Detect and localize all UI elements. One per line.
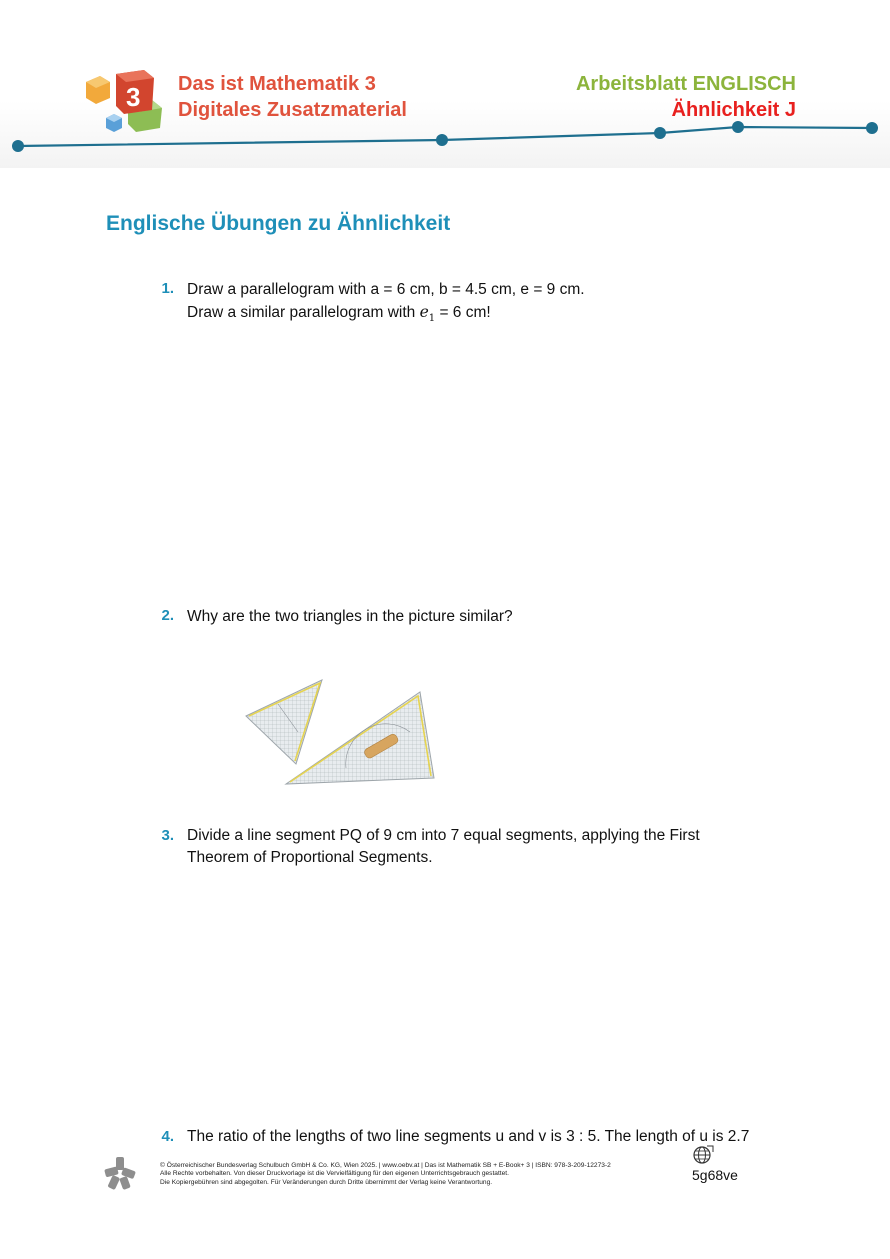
- task-3-text: [187, 825, 700, 869]
- timeline-dot: [732, 121, 744, 133]
- task-number: 3.: [161, 827, 174, 844]
- web-code[interactable]: 5g68ve: [692, 1167, 738, 1183]
- task-1-line2-suffix: = 6 cm!: [435, 304, 491, 321]
- task-1-line2-prefix: Draw a similar parallelogram with: [187, 304, 420, 321]
- task-number: 2.: [161, 607, 174, 624]
- product-subtitle: Digitales Zusatzmaterial: [178, 99, 407, 121]
- variable-e: e: [419, 303, 429, 321]
- timeline-dot: [436, 134, 448, 146]
- footer-copyright: [160, 1162, 611, 1187]
- timeline-dot: [866, 122, 878, 134]
- footer-line-3: Die Kopiergebühren sind abgegolten. Für Veränderungen durch Dritte übernimmt der Verlag keine Verantwortung.: [160, 1178, 493, 1186]
- publisher-logo-icon: [104, 1156, 136, 1190]
- footer-line-2: Alle Rechte vorbehalten. Von dieser Druckvorlage ist die Vervielfältigung für den eigenen Unterrichtsgebrauch gestattet.: [160, 1170, 509, 1178]
- task-4-text: The ratio of the lengths of two line segments u and v is 3 : 5. The length of u is 2.7: [187, 1128, 750, 1145]
- task-1-line2: [187, 301, 585, 330]
- small-triangle: [246, 680, 322, 764]
- product-title: Das ist Mathematik 3: [178, 73, 376, 95]
- logo-digit: 3: [126, 82, 141, 112]
- globe-link-icon[interactable]: [692, 1145, 714, 1165]
- section-title: Englische Übungen zu Ähnlichkeit: [106, 212, 451, 235]
- task-1-line1: Draw a parallelogram with a = 6 cm, b = 4.5 cm, e = 9 cm.: [187, 281, 585, 298]
- worksheet-type: Arbeitsblatt ENGLISCH: [575, 73, 796, 95]
- task-3-line1: Divide a line segment PQ of 9 cm into 7 equal segments, applying the First: [187, 827, 700, 844]
- set-squares-image: [240, 676, 440, 792]
- task-1-text: [187, 279, 585, 330]
- header-timeline: [0, 112, 890, 162]
- variable-subscript: 1: [428, 313, 436, 325]
- worksheet-topic: Ähnlichkeit J: [671, 99, 796, 121]
- task-number: 1.: [161, 280, 174, 297]
- timeline-dot: [654, 127, 666, 139]
- task-number: 4.: [161, 1128, 174, 1145]
- task-2-text: Why are the two triangles in the picture similar?: [187, 608, 513, 625]
- footer-line-1: © Österreichischer Bundesverlag Schulbuch GmbH & Co. KG, Wien 2025. | www.oebv.at | Das ist Mathematik SB + E-Book+ 3 | ISBN: 978-3-209-12273-2: [160, 1162, 611, 1169]
- task-3-line2: Theorem of Proportional Segments.: [187, 849, 433, 866]
- timeline-dot: [12, 140, 24, 152]
